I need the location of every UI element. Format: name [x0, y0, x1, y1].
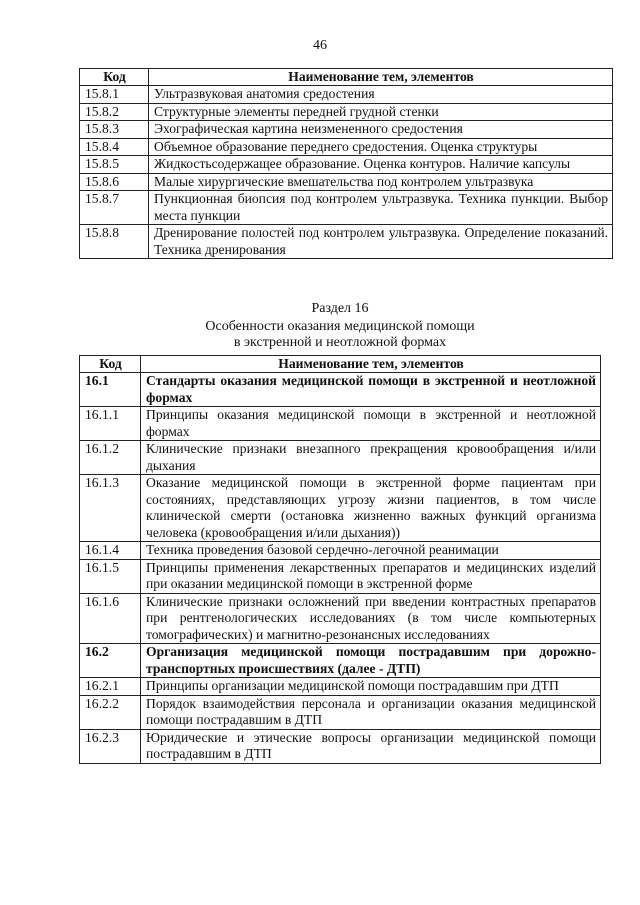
topic-name: Структурные элементы передней грудной стенки: [149, 103, 613, 121]
topic-code: 15.8.8: [80, 225, 149, 259]
topic-code: 16.2.3: [80, 729, 141, 763]
topic-name: Ультразвуковая анатомия средостения: [149, 86, 613, 104]
table-row: [80, 559, 601, 593]
table-row: [80, 103, 613, 121]
table-row: [80, 407, 601, 441]
table-row: [80, 121, 613, 139]
topic-name: Клинические признаки осложнений при введении контрастных препаратов при рентгенологических исследованиях (в том числе компьютерных томографических) и магнитно-резонансных исследованиях: [141, 593, 601, 644]
topic-name: Оказание медицинской помощи в экстренной форме пациентам при состояниях, представляющих угрозу жизни пациентов, в том числе клинической смерти (остановка жизненно важных функций организма человека (кровообращения и/или дыхания)): [141, 475, 601, 542]
topic-code: 15.8.6: [80, 173, 149, 191]
name-column-header: Наименование тем, элементов: [149, 69, 613, 86]
code-column-header: Код: [80, 69, 149, 86]
topics-table-section-15: [79, 68, 613, 259]
table-row: [80, 441, 601, 475]
topic-code: 15.8.5: [80, 156, 149, 174]
topic-name: Малые хирургические вмешательства под контролем ультразвука: [149, 173, 613, 191]
topic-name: Пункционная биопсия под контролем ультразвука. Техника пункции. Выбор места пункции: [149, 191, 613, 225]
topic-code: 15.8.4: [80, 138, 149, 156]
topic-code: 16.2.2: [80, 695, 141, 729]
topic-name: Техника проведения базовой сердечно-легочной реанимации: [141, 542, 601, 560]
topic-code: 16.1.4: [80, 542, 141, 560]
table-row: [80, 644, 601, 678]
table-row: [80, 678, 601, 696]
topic-name: Жидкостьсодержащее образование. Оценка контуров. Наличие капсулы: [149, 156, 613, 174]
table-row: [80, 729, 601, 763]
table-row: [80, 86, 613, 104]
table-row: [80, 373, 601, 407]
table-row: [80, 542, 601, 560]
table-row: [80, 593, 601, 644]
topic-name: Дренирование полостей под контролем ультразвука. Определение показаний. Техника дренирования: [149, 225, 613, 259]
topic-code: 16.1.3: [80, 475, 141, 542]
topic-name: Стандарты оказания медицинской помощи в экстренной и неотложной формах: [141, 373, 601, 407]
section-title: Раздел 16: [311, 301, 369, 316]
page-number: 46: [313, 38, 327, 53]
topic-name: Клинические признаки внезапного прекращения кровообращения и/или дыхания: [141, 441, 601, 475]
topic-name: Принципы применения лекарственных препаратов и медицинских изделий при оказании медицинской помощи в экстренной форме: [141, 559, 601, 593]
table-body: [80, 373, 601, 764]
section-heading: [79, 300, 601, 350]
code-column-header: Код: [80, 356, 141, 373]
topic-code: 15.8.3: [80, 121, 149, 139]
topic-code: 16.2.1: [80, 678, 141, 696]
topic-code: 16.1.5: [80, 559, 141, 593]
table-row: [80, 138, 613, 156]
topic-name: Порядок взаимодействия персонала и организации оказания медицинской помощи пострадавшим в ДТП: [141, 695, 601, 729]
table-row: [80, 475, 601, 542]
table-row: [80, 173, 613, 191]
topic-name: Эхографическая картина неизмененного средостения: [149, 121, 613, 139]
section-subtitle-line-1: Особенности оказания медицинской помощи: [205, 319, 475, 334]
table-body: [80, 86, 613, 259]
topic-code: 15.8.1: [80, 86, 149, 104]
topic-code: 16.1.6: [80, 593, 141, 644]
topic-code: 15.8.2: [80, 103, 149, 121]
topic-code: 16.1.2: [80, 441, 141, 475]
topic-code: 16.1.1: [80, 407, 141, 441]
table-row: [80, 225, 613, 259]
topic-name: Принципы организации медицинской помощи пострадавшим при ДТП: [141, 678, 601, 696]
topics-table-section-16: [79, 355, 601, 764]
table-header-row: [80, 69, 613, 86]
table-header-row: [80, 356, 601, 373]
table-row: [80, 156, 613, 174]
topic-name: Организация медицинской помощи пострадавшим при дорожно-транспортных происшествиях (далее - ДТП): [141, 644, 601, 678]
name-column-header: Наименование тем, элементов: [141, 356, 601, 373]
topic-name: Объемное образование переднего средостения. Оценка структуры: [149, 138, 613, 156]
table-row: [80, 191, 613, 225]
table-row: [80, 695, 601, 729]
topic-code: 16.1: [80, 373, 141, 407]
topic-name: Юридические и этические вопросы организации медицинской помощи пострадавшим в ДТП: [141, 729, 601, 763]
topic-code: 16.2: [80, 644, 141, 678]
topic-name: Принципы оказания медицинской помощи в экстренной и неотложной формах: [141, 407, 601, 441]
topic-code: 15.8.7: [80, 191, 149, 225]
section-subtitle-line-2: в экстренной и неотложной формах: [233, 335, 447, 350]
